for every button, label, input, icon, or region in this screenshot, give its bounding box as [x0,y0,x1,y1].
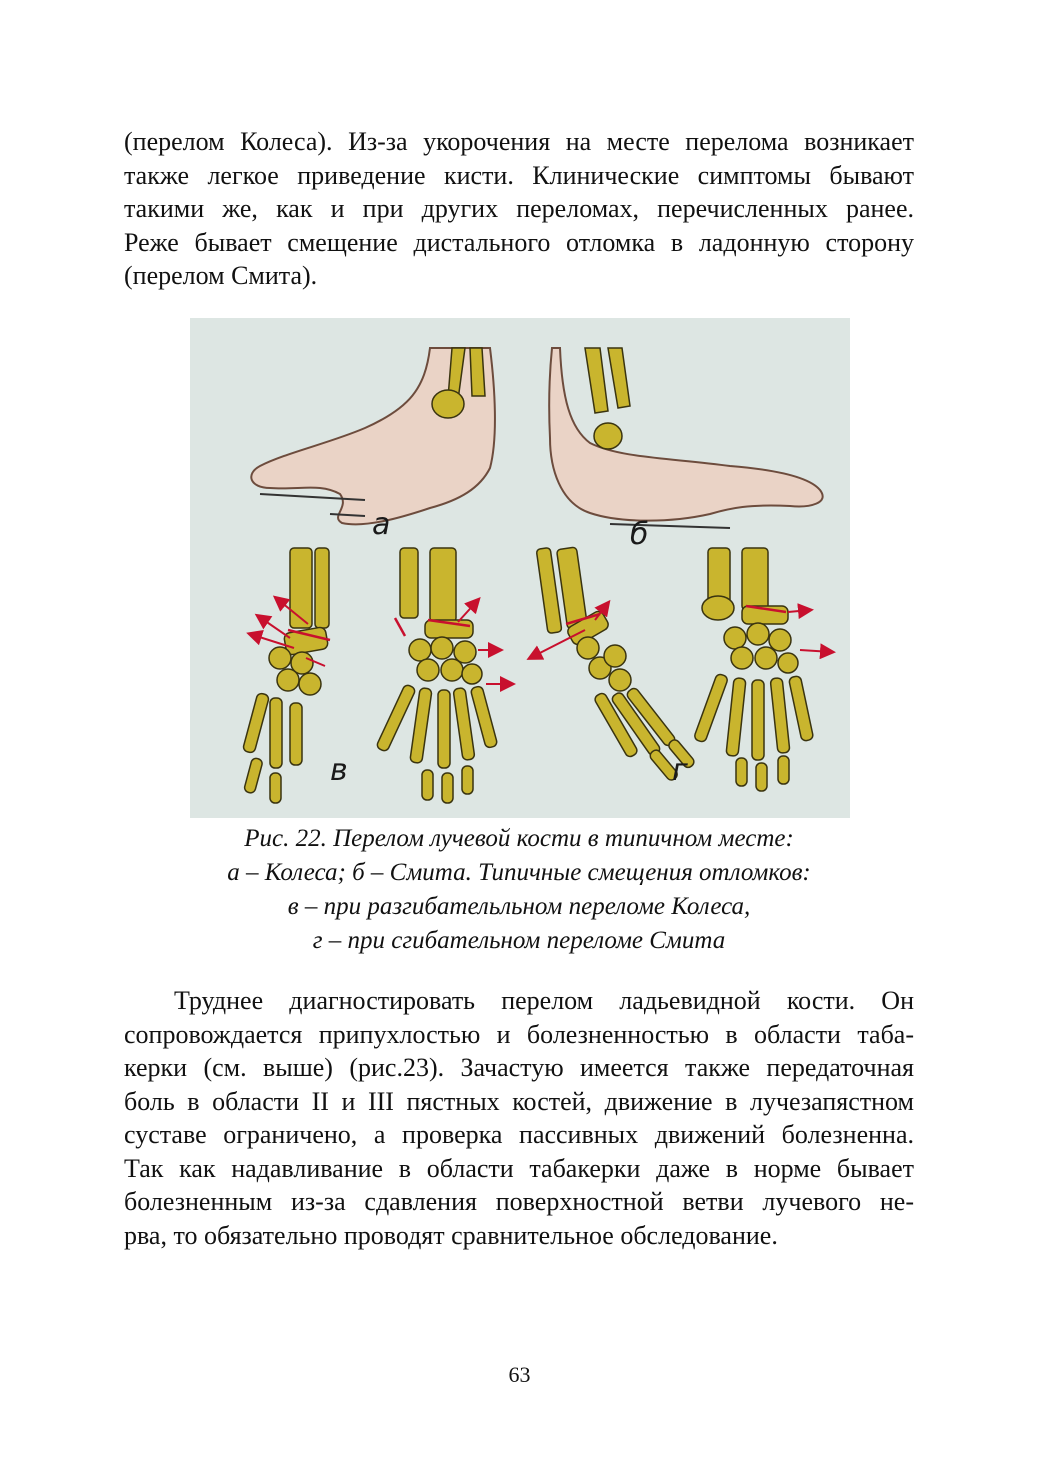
fracture-figure [190,318,850,818]
panel-g-label: г [672,753,688,788]
panel-a-label: а [372,507,391,542]
text-line: рва, то обязательно проводят сравнительное обследование. [124,1220,778,1250]
figure-caption [124,822,914,958]
text-line: керки (см. выше) (рис.23). Зачастую имеется также передаточная [124,1053,914,1082]
text-line: (перелом Смита). [124,261,318,290]
page-number: 63 [508,1362,531,1387]
bottom-paragraph [124,984,914,1252]
caption-line: а – Колеса; б – Смита. Типичные смещения отломков: [227,859,811,886]
text-line: сопровождается припухлостью и болезненностью в области таба- [124,1019,914,1049]
top-paragraph [124,125,914,293]
text-line: Труднее диагностировать перелом ладьевидной кости. Он [174,986,914,1015]
text-line: суставе ограничено, а проверка пассивных движений болезненна. [124,1120,914,1149]
caption-line: Рис. 22. Перелом лучевой кости в типичном месте: [244,825,794,852]
panel-b-label: б [630,517,649,552]
text-line: (перелом Колеса). Из-за укорочения на месте перелома возникает [124,127,914,156]
panel-v-label: в [330,753,348,788]
text-line: болезненным из-за сдавления поверхностной ветви лучевого не- [124,1187,914,1216]
text-line: боль в области II и III пястных костей, движение в лучезапястном [124,1086,914,1116]
panel-b-hand-drawing [549,348,822,528]
text-line: Реже бывает смещение дистального отломка в ладонную сторону [124,227,914,257]
panel-a-hand-drawing [251,348,495,524]
caption-line: г – при сгибательном переломе Смита [312,927,726,954]
text-line: такими же, как и при других переломах, перечисленных ранее. [124,194,914,223]
fracture-illustration [190,318,850,818]
caption-line: в – при разгибательльном переломе Колеса, [287,893,751,920]
panel-v-skeleton-drawing [242,548,497,803]
text-line: Так как надавливание в области табакерки даже в норме бывает [124,1153,914,1183]
text-line: также легкое приведение кисти. Клинические симптомы бывают [124,160,914,190]
